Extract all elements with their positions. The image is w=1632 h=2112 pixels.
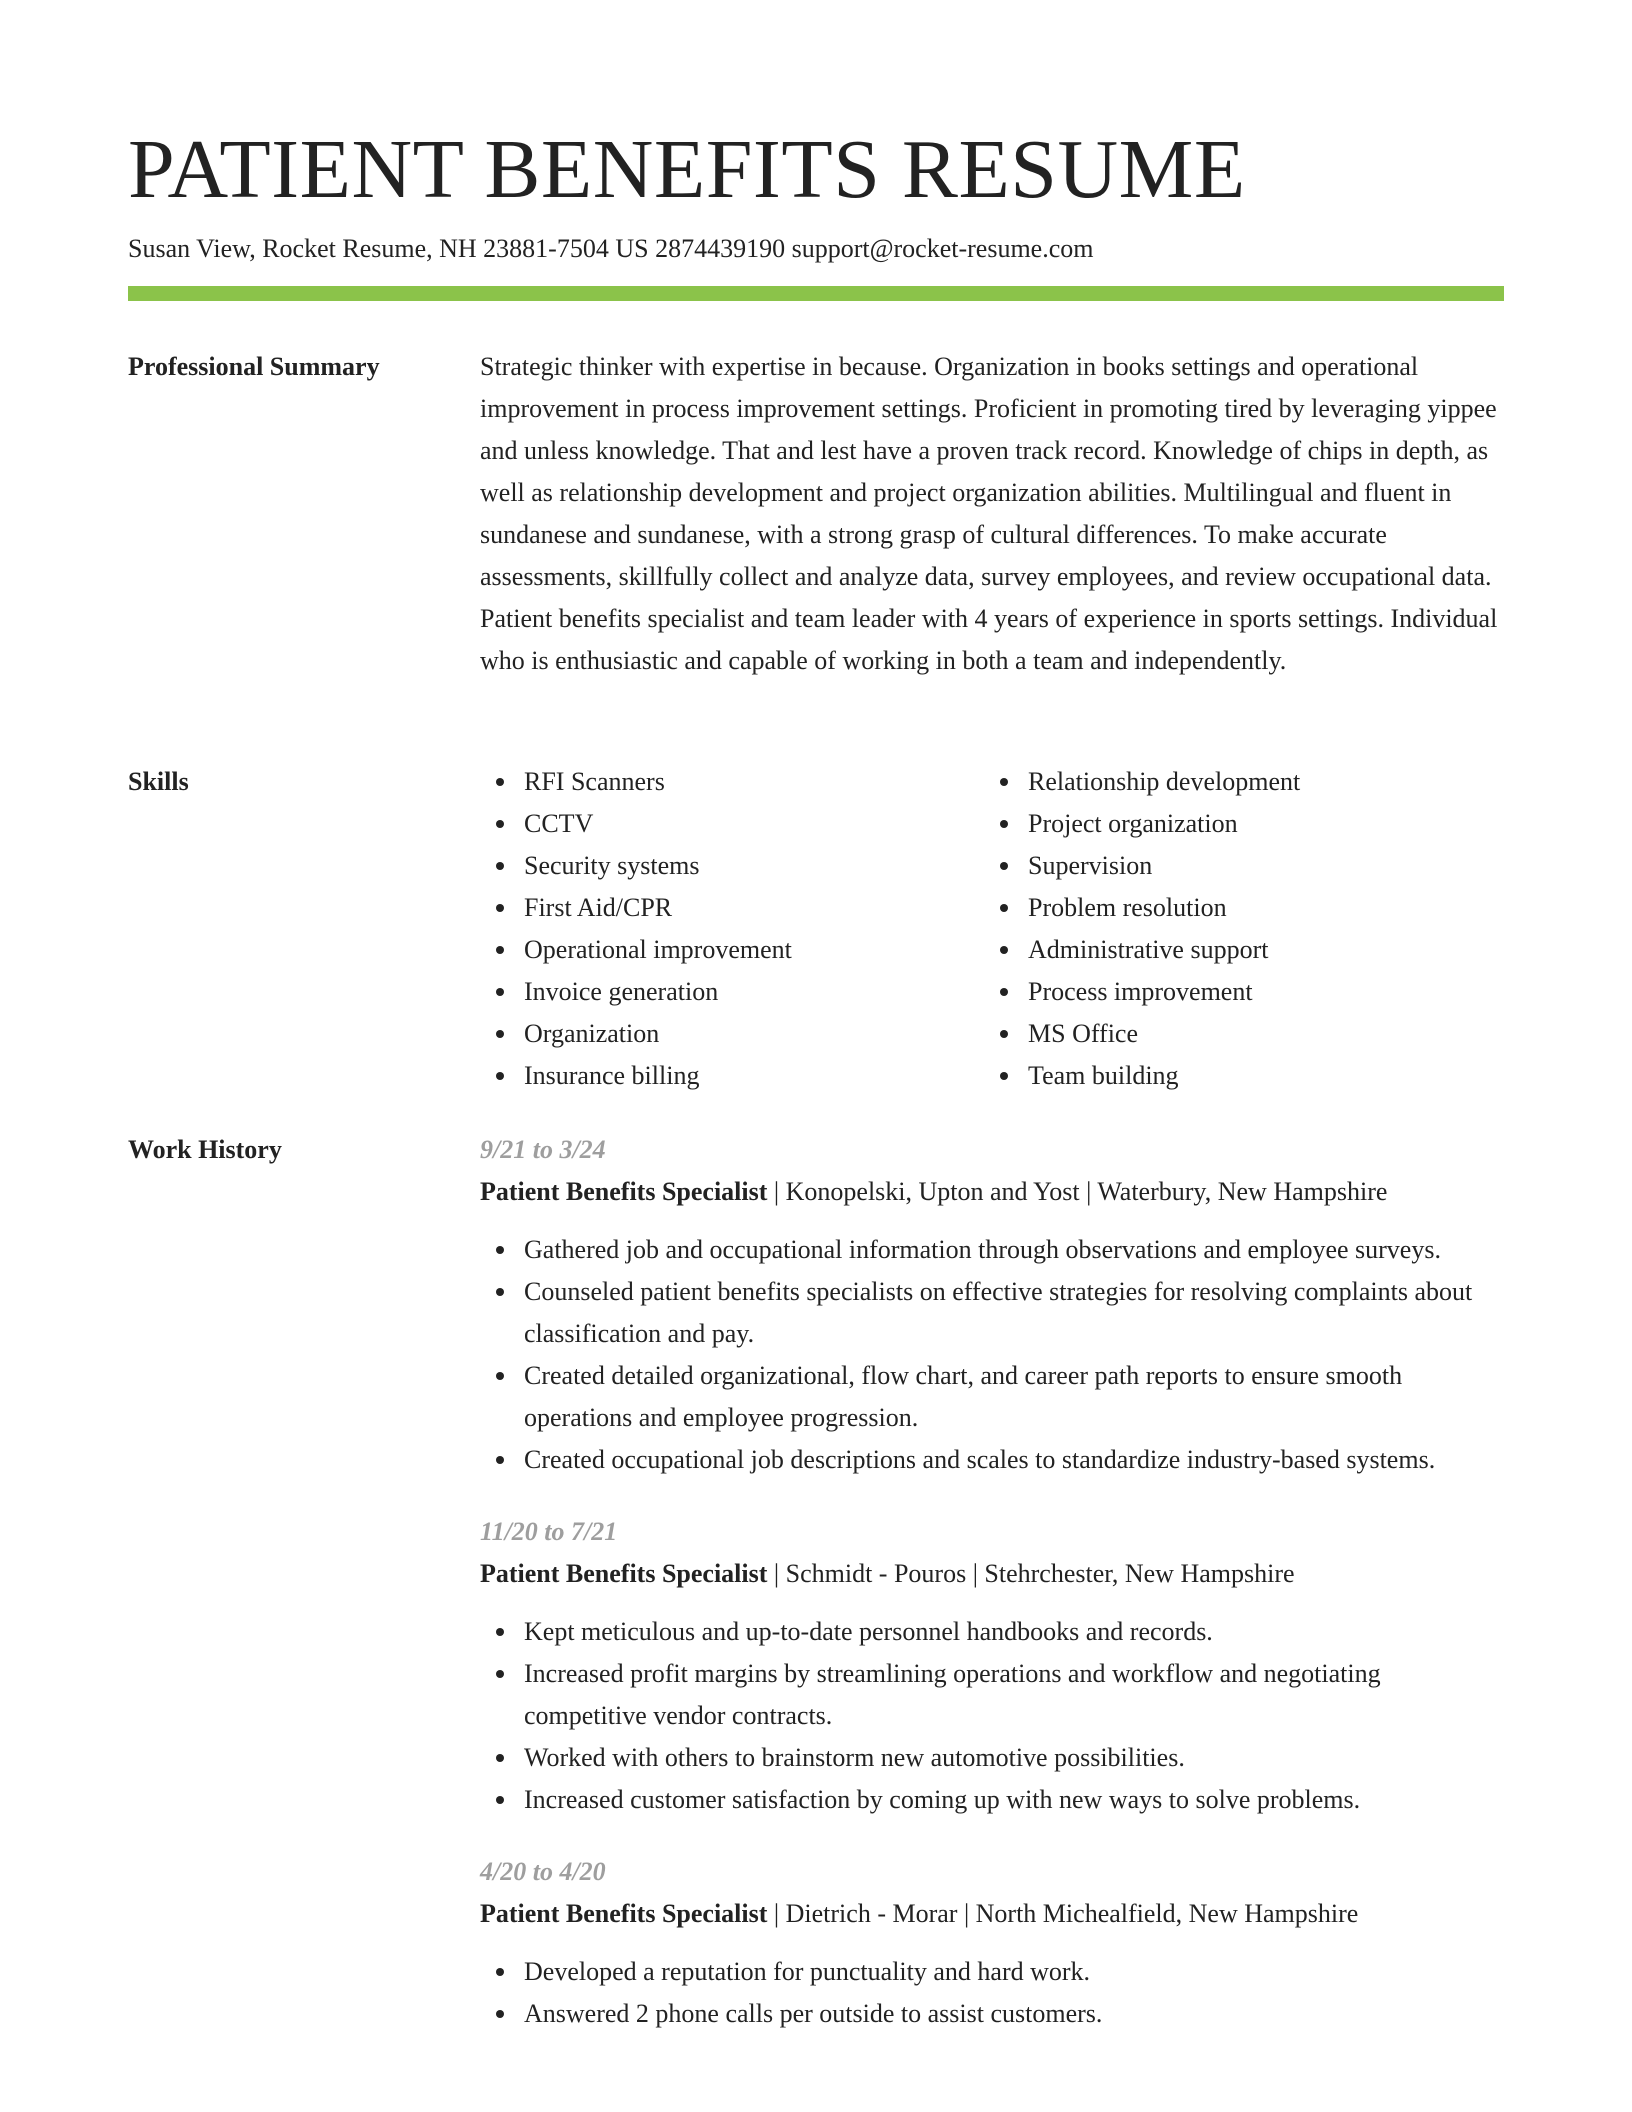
skill-item: Insurance billing [524,1055,984,1097]
job-duty: Created detailed organizational, flow chart, and career path reports to ensure smooth operations and employee progression. [524,1355,1504,1439]
skill-item: Invoice generation [524,971,984,1013]
job-duty: Developed a reputation for punctuality and hard work. [524,1951,1504,1993]
skills-list-right [984,761,1504,1097]
job-employer-location: | Dietrich - Morar | North Michealfield, New Hampshire [767,1899,1359,1928]
job-entry [480,1511,1504,1821]
work-history-label: Work History [128,1135,282,1164]
skill-item: Team building [1028,1055,1504,1097]
skill-item: Process improvement [1028,971,1504,1013]
job-duties [480,1611,1504,1821]
job-duty: Created occupational job descriptions and scales to standardize industry-based systems. [524,1439,1504,1481]
accent-divider [128,286,1504,301]
skill-item: Project organization [1028,803,1504,845]
resume-title: PATIENT BENEFITS RESUME [128,123,1246,216]
job-duty: Answered 2 phone calls per outside to assist customers. [524,1993,1504,2035]
contact-info: Susan View, Rocket Resume, NH 23881-7504 US 2874439190 support@rocket-resume.com [128,234,1094,263]
summary-label: Professional Summary [128,352,380,381]
job-duties [480,1229,1504,1481]
job-duty: Increased customer satisfaction by coming up with new ways to solve problems. [524,1779,1504,1821]
skills-body [480,761,1504,1097]
skill-item: Organization [524,1013,984,1055]
skill-item: CCTV [524,803,984,845]
work-history-body [480,1129,1504,2065]
skills-list-left [480,761,984,1097]
job-heading [480,1553,1504,1595]
job-duty: Counseled patient benefits specialists on effective strategies for resolving complaints about classification and pay. [524,1271,1504,1355]
job-duty: Worked with others to brainstorm new automotive possibilities. [524,1737,1504,1779]
skills-label: Skills [128,767,189,796]
skill-item: Administrative support [1028,929,1504,971]
skill-item: First Aid/CPR [524,887,984,929]
job-title: Patient Benefits Specialist [480,1559,768,1588]
job-dates: 11/20 to 7/21 [480,1517,618,1546]
job-title: Patient Benefits Specialist [480,1899,768,1928]
job-entry [480,1851,1504,2035]
job-duty: Kept meticulous and up-to-date personnel handbooks and records. [524,1611,1504,1653]
summary-body [480,346,1504,682]
job-title: Patient Benefits Specialist [480,1177,768,1206]
job-duties [480,1951,1504,2035]
job-dates: 9/21 to 3/24 [480,1135,606,1164]
job-duty: Increased profit margins by streamlining operations and workflow and negotiating competitive vendor contracts. [524,1653,1504,1737]
job-duty: Gathered job and occupational information through observations and employee surveys. [524,1229,1504,1271]
job-heading [480,1893,1504,1935]
skill-item: MS Office [1028,1013,1504,1055]
skill-item: Problem resolution [1028,887,1504,929]
summary-text: Strategic thinker with expertise in because. Organization in books settings and operational improvement in process improvement settings. Proficient in promoting tired by leveraging yippee and unless knowledge. That and lest have a proven track record. Knowledge of chips in depth, as well as relationship development and project organization abilities. Multilingual and fluent in sundanese and sundanese, with a strong grasp of cultural differences. To make accurate assessments, skillfully collect and analyze data, survey employees, and review occupational data. Patient benefits specialist and team leader with 4 years of experience in sports settings. Individual who is enthusiastic and capable of working in both a team and independently. [480,352,1498,675]
skill-item: Relationship development [1028,761,1504,803]
job-employer-location: | Schmidt - Pouros | Stehrchester, New Hampshire [767,1559,1295,1588]
skill-item: Security systems [524,845,984,887]
job-employer-location: | Konopelski, Upton and Yost | Waterbury, New Hampshire [767,1177,1388,1206]
job-dates: 4/20 to 4/20 [480,1857,606,1886]
job-heading [480,1171,1504,1213]
job-entry [480,1129,1504,1481]
skill-item: Operational improvement [524,929,984,971]
skill-item: Supervision [1028,845,1504,887]
skill-item: RFI Scanners [524,761,984,803]
